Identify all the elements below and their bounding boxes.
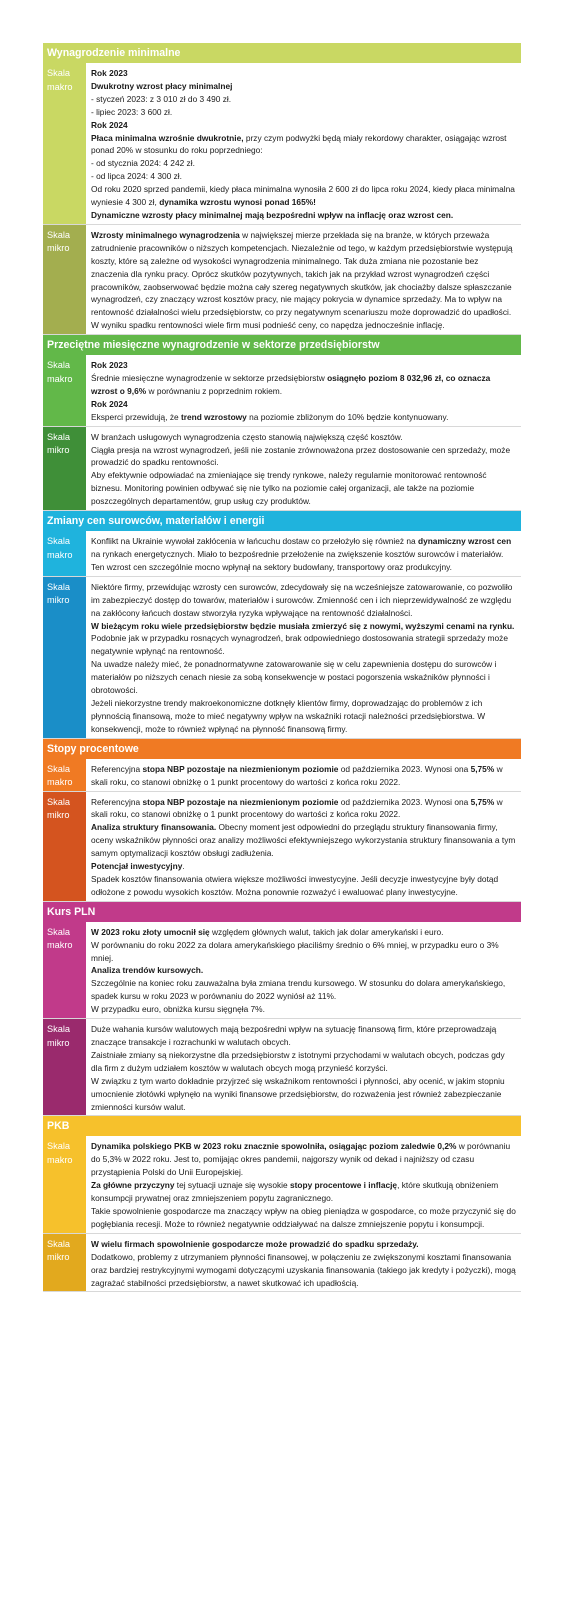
text: - styczeń 2023: z 3 010 zł do 3 490 zł. [91, 93, 232, 104]
paragraph [91, 561, 517, 574]
bold-text: trend wzrostowy [180, 411, 247, 422]
paragraph [91, 1003, 517, 1016]
scale-label-line: makro [47, 549, 73, 560]
scale-label-line: Skala [47, 536, 70, 547]
text: w największej mierze przekłada się na branże, w których przeważa zatrudnienie pracowników o niższych kompetencjach. Niezależnie od tego, w każdym przedsiębiorstwie występują koszty, które są zależne od wysokości wynagrodzenia minimalnego. Tak duża zmiana nie pozostanie bez znaczenia dla rynku pracy. Oprócz skutków pozytywnych, takich jak na przykład wzrost wynagrodzeń części pracowników, zaobserwować będzie można cały szereg negatywnych skutków, jak chociażby dalsze spłaszczanie wynagrodzeń, czy znaczący wzrost kosztów pracy, nie mający pokrycia w dynamice sprzedaży. Ma to wpływ na rentowność działalności wielu przedsiębiorstw, co przy negatywnym scenariuszu może doprowadzić do upadłości. W wyniku spadku rentowności wiele firm musi podnieść ceny, co napędza jednocześnie inflację. [91, 229, 513, 331]
text: W przypadku euro, obniżka kursu sięgnęła 7%. [91, 1004, 265, 1015]
scale-label-makro [43, 63, 86, 224]
scale-label-line: Skala [47, 1141, 70, 1152]
bold-text: stopa NBP pozostaje na niezmienionym poziomie [142, 763, 339, 774]
mikro-row [43, 427, 521, 511]
paragraph [91, 821, 517, 860]
section [43, 739, 521, 902]
makro-text [86, 531, 521, 576]
bold-text: 5,75% [470, 763, 495, 774]
paragraph [91, 132, 517, 158]
paragraph [91, 80, 517, 93]
paragraph [91, 209, 517, 222]
scale-label-mikro [43, 225, 86, 334]
scale-label-line: Skala [47, 1238, 70, 1249]
paragraph [91, 170, 517, 183]
text: Od roku 2020 sprzed pandemii, kiedy płaca minimalna wynosiła 2 600 zł do lipca roku 2024, kiedy płaca minimalna wyniesie 4 300 zł, [91, 184, 515, 208]
mikro-row [43, 225, 521, 335]
scale-label-line: makro [47, 81, 73, 92]
section-title: Stopy procentowe [43, 739, 521, 759]
paragraph [91, 411, 517, 424]
section [43, 902, 521, 1117]
text: . [182, 861, 185, 872]
text: W związku z tym warto dokładnie przyjrzeć się wskaźnikom rentowności i płynności, aby ocenić, w jakim stopniu umocnienie złotówki wpłynęło na wyniki finansowe przedsiębiorstw, do rozważenia jest również zabezpieczanie zmienności kursów walut. [91, 1075, 505, 1112]
text: Duże wahania kursów walutowych mają bezpośredni wpływ na sytuację finansową firm, które przeprowadzają znaczące transakcje i rozrachunki w walutach obcych. [91, 1024, 497, 1047]
scale-label-mikro [43, 1019, 86, 1115]
makro-text [86, 922, 521, 1018]
paragraph [91, 1179, 517, 1205]
bold-text: Za główne przyczyny [91, 1180, 175, 1191]
makro-text [86, 355, 521, 426]
paragraph [91, 431, 517, 444]
paragraph [91, 926, 517, 939]
scale-label-line: makro [47, 777, 73, 788]
section-title: Przeciętne miesięczne wynagrodzenie w sektorze przedsiębiorstw [43, 335, 521, 355]
scale-label-line: Skala [47, 796, 70, 807]
bold-text: Analiza trendów kursowych. [91, 965, 204, 976]
paragraph [91, 1205, 517, 1231]
scale-label-line: Skala [47, 68, 70, 78]
makro-text [86, 63, 521, 224]
makro-row [43, 1136, 521, 1233]
bold-text: Dwukrotny wzrost płacy minimalnej [91, 80, 233, 91]
section-title: Kurs PLN [43, 902, 521, 922]
paragraph [91, 1140, 517, 1179]
text: Jeżeli niekorzystne trendy makroekonomiczne dotknęły klientów firmy, doprowadzając do problemów z ich płynnością finansową, może to mieć negatywny wpływ na wskaźniki rotacji należności przedsiębiorstwa. W konsekwencji, może to również wpłynąć na płynność finansową firmy. [91, 697, 486, 734]
mikro-row [43, 1019, 521, 1116]
text: - lipiec 2023: 3 600 zł. [91, 106, 173, 117]
bold-text: W wielu firmach spowolnienie gospodarcze może prowadzić do spadku sprzedaży. [91, 1238, 419, 1249]
scale-label-line: Skala [47, 431, 70, 442]
scale-label-mikro [43, 792, 86, 901]
bold-text: W 2023 roku złoty umocnił się [91, 926, 210, 937]
mikro-text [86, 1019, 521, 1115]
scale-label-line: mikro [47, 445, 70, 456]
bold-text: stopa NBP pozostaje na niezmienionym poziomie [142, 796, 339, 807]
mikro-text [86, 577, 521, 738]
scale-label-line: Skala [47, 581, 70, 592]
bold-text: Rok 2023 [91, 360, 128, 371]
bold-text: W bieżącym roku wiele przedsiębiorstw będzie musiała zmierzyć się z nowymi, wyższymi cenami na rynku. [91, 620, 515, 631]
paragraph [91, 796, 517, 822]
scale-label-line: makro [47, 1154, 73, 1165]
bold-text: dynamiczny wzrost cen [417, 536, 512, 547]
bold-text: Dynamiczne wzrosty płacy minimalnej mają bezpośredni wpływ na inflację oraz wzrost cen. [91, 209, 454, 220]
scale-label-line: mikro [47, 595, 70, 606]
text: Ciągła presja na wzrost wynagrodzeń, jeśli nie zostanie zrównoważona przez dostosowanie cen sprzedaży, może prowadzić do spadku rentowności. [91, 444, 511, 468]
mikro-row [43, 577, 521, 739]
paragraph [91, 977, 517, 1003]
paragraph [91, 106, 517, 119]
paragraph [91, 372, 517, 398]
text: od października 2023. Wynosi ona [338, 796, 471, 807]
section-title: Wynagrodzenie minimalne [43, 43, 521, 63]
bold-text: Potencjał inwestycyjny [91, 861, 183, 872]
scale-label-line: Skala [47, 360, 70, 371]
makro-row [43, 759, 521, 792]
paragraph [91, 157, 517, 170]
paragraph [91, 873, 517, 899]
scale-label-line: mikro [47, 243, 70, 254]
bold-text: stopy procentowe i inflację [289, 1180, 398, 1191]
text: Referencyjna [91, 796, 143, 807]
mikro-text [86, 1234, 521, 1292]
bold-text: Dynamika polskiego PKB w 2023 roku znacznie spowolniła, osiągając poziom zaledwie 0,2% [91, 1141, 457, 1152]
paragraph [91, 119, 517, 132]
scale-label-mikro [43, 427, 86, 510]
paragraph [91, 359, 517, 372]
section [43, 335, 521, 511]
text: w skali roku, co stanowi obniżkę o 1 punkt procentowy do wartości z końca roku 2022. [91, 796, 503, 820]
section-title: PKB [43, 1116, 521, 1136]
bold-text: Rok 2023 [91, 68, 128, 78]
text: Podobnie jak w przypadku rosnących wynagrodzeń, brak odpowiedniego dostosowania strategii sprzedaży może negatywnie wpłynąć na rentowność. [91, 633, 508, 657]
paragraph [91, 67, 517, 80]
text: Ten wzrost cen szczególnie mocno wpłynął na sektory budowlany, transportowy oraz produkcyjny. [91, 561, 452, 572]
text: Eksperci przewidują, że [91, 411, 181, 422]
makro-text [86, 1136, 521, 1232]
bold-text: Analiza struktury finansowania. [91, 822, 217, 833]
paragraph [91, 535, 517, 561]
paragraph [91, 860, 517, 873]
text: Aby efektywnie odpowiadać na zmieniające się trendy rynkowe, należy regularnie monitorować rentowność biznesu. Monitoring powinien odbywać się nie tylko na poziomie całej organizacji, ale także na poziomie poszczególnych departamentów, grup usług czy produktów. [91, 470, 487, 507]
bold-text: Rok 2024 [91, 398, 128, 409]
text: na poziomie zbliżonym do 10% będzie kontynuowany. [246, 411, 449, 422]
text: w porównaniu z poprzednim rokiem. [146, 385, 283, 396]
scale-label-line: Skala [47, 1024, 70, 1035]
scale-label-makro [43, 531, 86, 576]
scale-label-line: makro [47, 373, 73, 384]
makro-row [43, 355, 521, 427]
mikro-text [86, 225, 521, 334]
text: Średnie miesięczne wynagrodzenie w sektorze przedsiębiorstw [91, 373, 328, 384]
text: tej sytuacji uznaje się wysokie [174, 1180, 290, 1191]
paragraph [91, 1049, 517, 1075]
bold-text: Wzrosty minimalnego wynagrodzenia [91, 229, 240, 240]
bold-text: Płaca minimalna wzrośnie dwukrotnie, [91, 132, 244, 143]
makro-text [86, 759, 521, 791]
makro-row [43, 63, 521, 225]
mikro-row [43, 1234, 521, 1293]
paragraph [91, 964, 517, 977]
section [43, 511, 521, 739]
text: - od lipca 2024: 4 300 zł. [91, 171, 182, 182]
paragraph [91, 1238, 517, 1251]
scale-label-line: makro [47, 940, 73, 951]
scale-label-line: Skala [47, 229, 70, 240]
scale-label-line: mikro [47, 1252, 70, 1263]
text: Referencyjna [91, 763, 143, 774]
bold-text: Rok 2024 [91, 119, 128, 130]
paragraph [91, 658, 517, 697]
makro-row [43, 531, 521, 577]
text: Zaistniałe zmiany są niekorzystne dla przedsiębiorstw z istotnymi przychodami w walutach obcych, podczas gdy dla firm z dużym udziałem kosztów w walutach obcych mogą przynieść korzyści. [91, 1049, 505, 1073]
bold-text: 5,75% [470, 796, 495, 807]
text: Takie spowolnienie gospodarcze ma znaczący wpływ na obieg pieniądza w gospodarce, co może przyczynić się do pogłębiania recesji. Może to również negatywnie oddziaływać na dalsze zmniejszenie popytu i konsumpcji. [91, 1205, 516, 1229]
text: w porównaniu do 5,3% w 2022 roku. Jest to, pomijając okres pandemii, najgorszy wynik od dekad i najniższy od czasu przystąpienia Polski do Unii Europejskiej. [91, 1141, 511, 1178]
paragraph [91, 93, 517, 106]
scale-label-mikro [43, 577, 86, 738]
scale-label-line: Skala [47, 763, 70, 774]
mikro-text [86, 427, 521, 510]
scale-label-mikro [43, 1234, 86, 1292]
paragraph [91, 939, 517, 965]
scale-label-line: mikro [47, 810, 70, 820]
paragraph [91, 229, 517, 332]
scale-label-makro [43, 759, 86, 791]
paragraph [91, 620, 517, 659]
paragraph [91, 697, 517, 736]
paragraph [91, 581, 517, 620]
scale-label-line: Skala [47, 926, 70, 937]
text: na rynkach energetycznych. Miało to bezpośrednie przełożenie na zwiększenie kosztów surowców i materiałów. [91, 549, 504, 559]
mikro-row [43, 792, 521, 902]
report-table [43, 43, 521, 1292]
bold-text: osiągnęło poziom 8 032,96 zł, co oznacza wzrost o 9,6% [91, 373, 491, 396]
scale-label-makro [43, 355, 86, 426]
paragraph [91, 183, 517, 209]
scale-label-makro [43, 922, 86, 1018]
text: przy czym podwyżki będą miały rekordowy charakter, osiągając wzrost ponad 20% w stosunku do roku poprzedniego: [91, 132, 507, 156]
makro-row [43, 922, 521, 1019]
text: W branżach usługowych wynagrodzenia często stanowią największą część kosztów. [91, 431, 403, 442]
paragraph [91, 1251, 517, 1290]
text: od października 2023. Wynosi ona [338, 763, 471, 774]
mikro-text [86, 792, 521, 901]
paragraph [91, 469, 517, 508]
paragraph [91, 1075, 517, 1114]
text: , które skutkują obniżeniem konsumpcji prywatnej oraz zmniejszeniem popytu zagranicznego. [91, 1180, 499, 1204]
text: w skali roku, co stanowi obniżkę o 1 punkt procentowy do wartości z końca roku 2022. [91, 763, 503, 787]
text: względem głównych walut, takich jak dolar amerykański i euro. [209, 926, 444, 937]
text: Konflikt na Ukrainie wywołał zakłócenia w łańcuchu dostaw co przełożyło się również na [91, 536, 418, 547]
text: - od stycznia 2024: 4 242 zł. [91, 158, 195, 169]
section-title: Zmiany cen surowców, materiałów i energii [43, 511, 521, 531]
scale-label-line: mikro [47, 1037, 70, 1048]
text: W porównaniu do roku 2022 za dolara amerykańskiego płaciliśmy średnio o 6% mniej, w przypadku euro o 3% mniej. [91, 939, 499, 963]
text: Na uwadze należy mieć, że ponadnormatywne zatowarowanie się w celu zapewnienia dostępu do surowców i materiałów po niższych cenach niesie za sobą konsekwencje w postaci pogorszenia wskaźników płynności i obrotowości. [91, 659, 497, 696]
bold-text: dynamika wzrostu wynosi ponad 165%! [159, 197, 316, 208]
paragraph [91, 1023, 517, 1049]
text: Obecny moment jest odpowiedni do przeglądu struktury finansowania firmy, oceny wskaźników płynności oraz analizy możliwości efektywniejszego wykorzystania struktury finansowania a tym samym optymalizacji kosztów obsługi zadłużenia. [91, 822, 516, 859]
text: Niektóre firmy, przewidując wzrosty cen surowców, zdecydowały się na wcześniejsze zatowarowanie, co pozwoliło im zabezpieczyć dostęp do towarów, materiałów i surowców. Zmienność cen i ich nieprzewidywalność ze względu na zakłócony łańcuch dostaw stworzyła ryzyka wpływające na rentowność działalności. [91, 581, 513, 618]
text: Dodatkowo, problemy z utrzymaniem płynności finansowej, w połączeniu ze zwiększonymi kosztami finansowania oraz bardziej restrykcyjnymi wymogami dotyczącymi uzyskania finansowania (takiego jak kredyty i pożyczki), mogą zagrażać stabilności przedsiębiorstw, a nawet skutkować ich upadłością. [91, 1251, 516, 1288]
paragraph [91, 444, 517, 470]
section [43, 1116, 521, 1292]
text: Spadek kosztów finansowania otwiera większe możliwości inwestycyjne. Jeśli decyzje inwestycyjne były dotąd odłożone z powodu wysokich kosztów. Można ponownie rozważyć i ewaluować plany inwestycyjne. [91, 873, 499, 897]
paragraph [91, 398, 517, 411]
scale-label-makro [43, 1136, 86, 1232]
section [43, 43, 521, 335]
paragraph [91, 763, 517, 789]
text: Szczególnie na koniec roku zauważalna była zmiana trendu kursowego. W stosunku do dolara amerykańskiego, spadek kursu w roku 2023 w porównaniu do 2022 wyniósł aż 11%. [91, 978, 506, 1002]
